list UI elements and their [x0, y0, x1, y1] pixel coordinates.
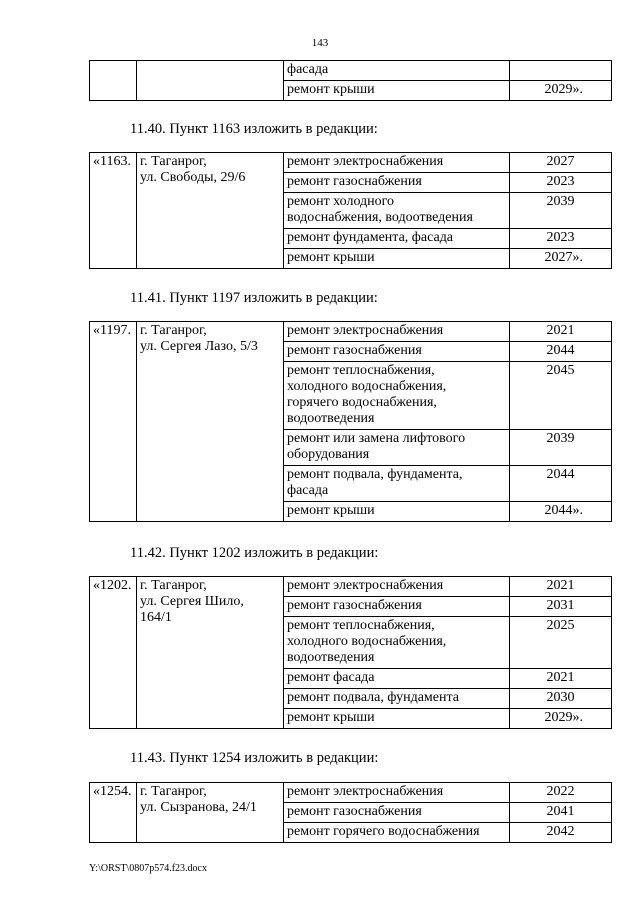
section-table — [89, 782, 612, 843]
work-cell: ремонт крыши — [284, 81, 510, 101]
table-row — [90, 783, 612, 803]
work-cell: ремонт крыши — [284, 249, 510, 269]
year-cell: 2021 — [510, 577, 612, 597]
item-number: «1254. — [90, 783, 137, 843]
section-intro: 11.42. Пункт 1202 изложить в редакции: — [130, 545, 379, 561]
year-cell: 2021 — [510, 322, 612, 342]
work-cell: ремонт газоснабжения — [284, 597, 510, 617]
item-number: «1163. — [90, 153, 137, 269]
year-cell: 2042 — [510, 823, 612, 843]
continued-table — [89, 60, 612, 101]
item-number: «1197. — [90, 322, 137, 522]
year-cell: 2045 — [510, 362, 612, 430]
year-cell: 2039 — [510, 430, 612, 466]
work-cell: фасада — [284, 61, 510, 81]
work-cell: ремонт или замена лифтового оборудования — [284, 430, 510, 466]
year-cell: 2044 — [510, 466, 612, 502]
year-cell: 2029». — [510, 709, 612, 729]
year-cell: 2027». — [510, 249, 612, 269]
work-cell: ремонт газоснабжения — [284, 173, 510, 193]
work-cell: ремонт электроснабжения — [284, 322, 510, 342]
address-text: г. Таганрог, ул. Сызранова, 24/1 — [140, 784, 257, 815]
address-text: г. Таганрог, ул. Сергея Шило, 164/1 — [140, 578, 244, 625]
year-cell: 2022 — [510, 783, 612, 803]
year-cell: 2023 — [510, 229, 612, 249]
work-cell: ремонт подвала, фундамента — [284, 689, 510, 709]
section-intro: 11.43. Пункт 1254 изложить в редакции: — [130, 750, 379, 766]
item-address — [137, 783, 284, 843]
year-cell: 2023 — [510, 173, 612, 193]
section-table — [89, 321, 612, 522]
work-cell: ремонт крыши — [284, 709, 510, 729]
work-cell: ремонт теплоснабжения, холодного водоснабжения, горячего водоснабжения, водоотведения — [284, 362, 510, 430]
work-cell: ремонт крыши — [284, 502, 510, 522]
item-address — [137, 153, 284, 269]
address-text: г. Таганрог, ул. Свободы, 29/6 — [140, 154, 246, 185]
item-number: «1202. — [90, 577, 137, 729]
section-intro: 11.40. Пункт 1163 изложить в редакции: — [130, 121, 378, 137]
address-cell — [137, 61, 284, 101]
year-cell: 2029». — [510, 81, 612, 101]
year-cell: 2041 — [510, 803, 612, 823]
year-cell: 2039 — [510, 193, 612, 229]
year-cell: 2025 — [510, 617, 612, 669]
work-cell: ремонт газоснабжения — [284, 342, 510, 362]
work-cell: ремонт электроснабжения — [284, 577, 510, 597]
address-text: г. Таганрог, ул. Сергея Лазо, 5/3 — [140, 323, 258, 354]
work-cell: ремонт электроснабжения — [284, 153, 510, 173]
table-row — [90, 322, 612, 342]
work-cell: ремонт фасада — [284, 669, 510, 689]
year-cell: 2030 — [510, 689, 612, 709]
work-cell: ремонт газоснабжения — [284, 803, 510, 823]
work-cell: ремонт холодного водоснабжения, водоотведения — [284, 193, 510, 229]
item-address — [137, 322, 284, 522]
year-cell: 2027 — [510, 153, 612, 173]
year-cell: 2044». — [510, 502, 612, 522]
table-row — [90, 577, 612, 597]
number-cell — [90, 61, 137, 101]
work-cell: ремонт горячего водоснабжения — [284, 823, 510, 843]
year-cell — [510, 61, 612, 81]
footer-file-path: Y:\ORST\0807p574.f23.docx — [89, 863, 207, 874]
work-cell: ремонт подвала, фундамента, фасада — [284, 466, 510, 502]
section-intro: 11.41. Пункт 1197 изложить в редакции: — [130, 290, 378, 306]
year-cell: 2031 — [510, 597, 612, 617]
section-table — [89, 576, 612, 729]
table-row — [90, 153, 612, 173]
item-address — [137, 577, 284, 729]
work-cell: ремонт теплоснабжения, холодного водоснабжения, водоотведения — [284, 617, 510, 669]
year-cell: 2044 — [510, 342, 612, 362]
table-row — [90, 61, 612, 81]
page-number: 143 — [311, 37, 329, 49]
work-cell: ремонт фундамента, фасада — [284, 229, 510, 249]
year-cell: 2021 — [510, 669, 612, 689]
work-cell: ремонт электроснабжения — [284, 783, 510, 803]
section-table — [89, 152, 612, 269]
